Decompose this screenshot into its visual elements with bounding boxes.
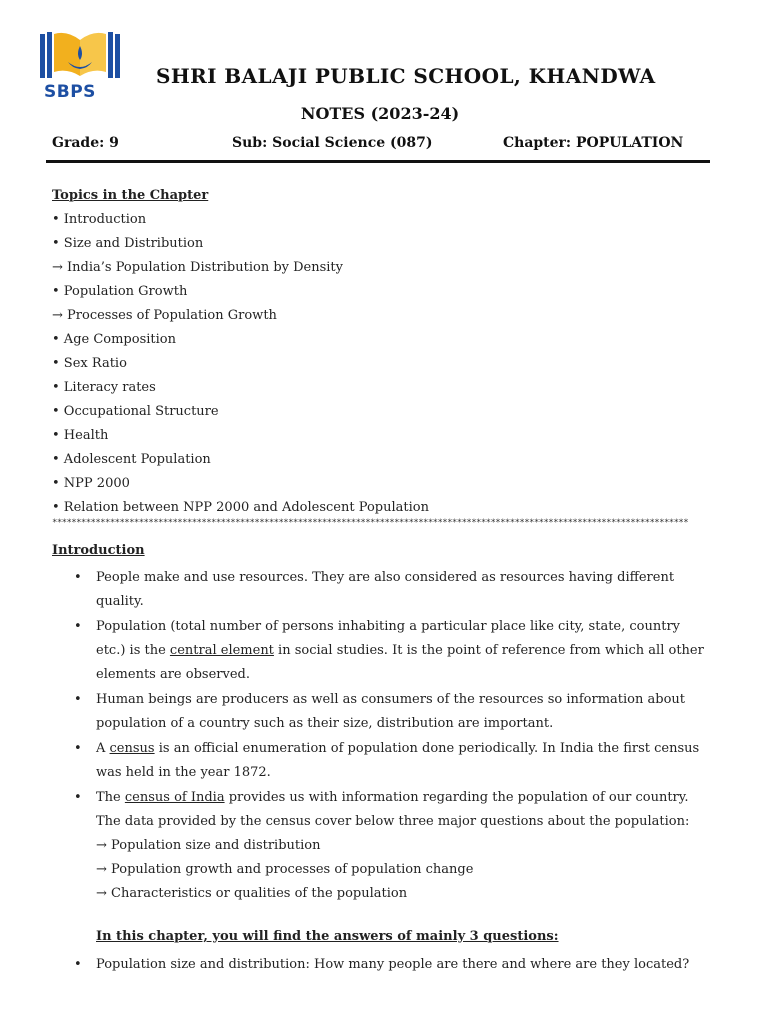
chapter-label: Chapter: POPULATION [503,135,684,151]
topic-item: • Literacy rates [52,380,156,395]
census-question: → Population growth and processes of population change [96,862,474,877]
census-question: → Characteristics or qualities of the population [96,886,408,901]
questions-list [96,953,689,977]
topic-item: → India’s Population Distribution by Density [52,260,344,275]
topic-item: • NPP 2000 [52,476,130,491]
questions-heading: In this chapter, you will find the answers of mainly 3 questions: [96,929,559,944]
topic-item: → Processes of Population Growth [52,308,277,323]
topic-item: • Age Composition [52,332,176,347]
census-question: → Population size and distribution [96,838,321,853]
list-item: • The census of India provides us with information regarding the population of our country. The data provided by the census cover below three major questions about the population: → Population size and distribution → Population growth and processes of population change → Characteristics or qualities of the population [96,786,712,906]
topic-item: • Size and Distribution [52,236,204,251]
topic-item: • Introduction [52,212,147,227]
list-item: • People make and use resources. They are also considered as resources having different quality. [96,566,712,614]
topic-item: • Occupational Structure [52,404,219,419]
list-item: • Population (total number of persons inhabiting a particular place like city, state, country etc.) is the central element in social studies. It is the point of reference from which all other elements are observed. [96,615,712,687]
list-item: • Population size and distribution: How many people are there and where are they located? [96,953,689,977]
header-divider [46,160,710,163]
logo-text: SBPS [44,82,96,102]
introduction-heading: Introduction [52,543,145,558]
term-census-of-india: census of India [124,790,225,805]
topic-item: • Sex Ratio [52,356,127,371]
topics-heading: Topics in the Chapter [52,188,209,203]
grade-label: Grade: 9 [52,135,119,151]
notes-title: NOTES (2023-24) [300,104,460,123]
introduction-list [96,566,712,907]
topic-item: • Population Growth [52,284,188,299]
topics-section [52,184,429,520]
subject-label: Sub: Social Science (087) [232,135,433,151]
list-item: • Human beings are producers as well as consumers of the resources so information about population of a country such as their size, distribution are important. [96,688,712,736]
term-central-element: central element [169,643,274,658]
school-name: SHRI BALAJI PUBLIC SCHOOL, KHANDWA [156,64,656,88]
topic-item: • Relation between NPP 2000 and Adolescent Population [52,500,429,515]
separator-stars: ************************************************************************************************************************************ [52,518,689,528]
term-census: census [109,741,155,756]
topic-item: • Adolescent Population [52,452,211,467]
topic-item: • Health [52,428,109,443]
list-item: • A census is an official enumeration of population done periodically. In India the first census was held in the year 1872. [96,737,712,785]
